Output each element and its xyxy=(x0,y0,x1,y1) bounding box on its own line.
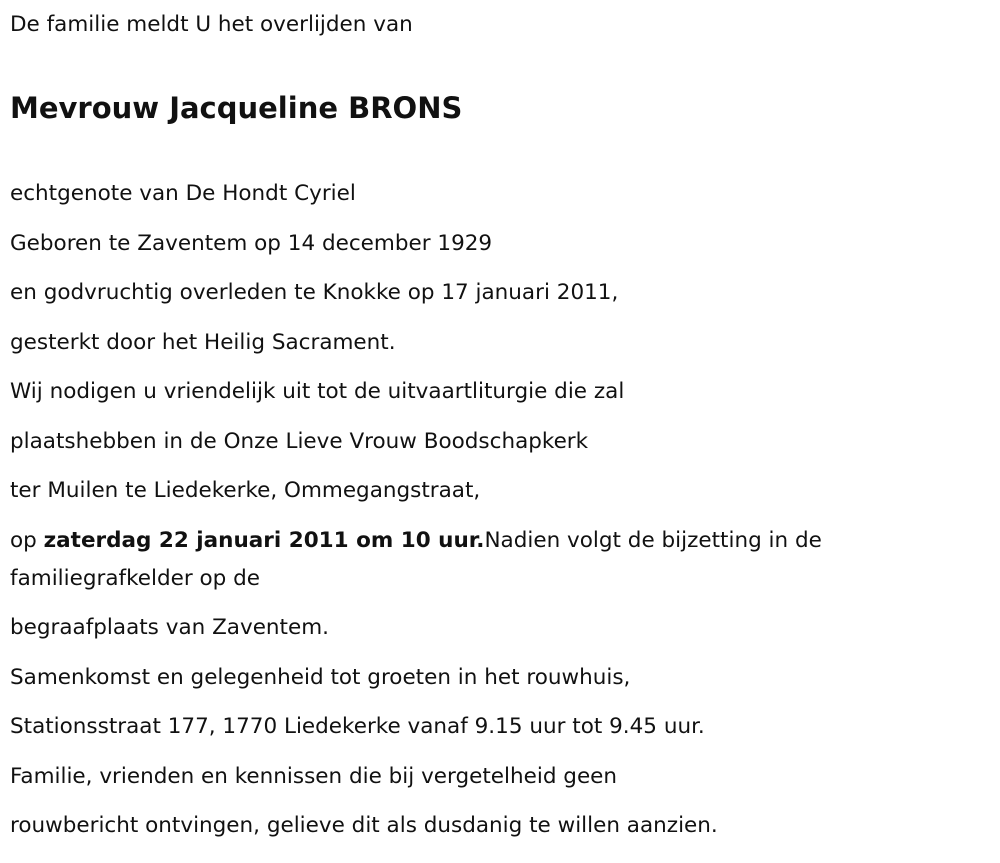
cemetery-line: begraafplaats van Zaventem. xyxy=(10,615,329,640)
note-line-2: rouwbericht ontvingen, gelieve dit als dusdanig te willen aanzien. xyxy=(10,813,718,838)
ceremony-prefix: op xyxy=(10,527,44,553)
ceremony-rest-2: familiegrafkelder op de xyxy=(10,565,261,591)
invitation-line: Wij nodigen u vriendelijk uit tot de uitvaartliturgie die zal xyxy=(10,379,625,404)
gathering-line: Samenkomst en gelegenheid tot groeten in het rouwhuis, xyxy=(10,664,631,690)
ceremony-line xyxy=(10,522,990,598)
deceased-name: Mevrouw Jacqueline BRONS xyxy=(10,91,463,125)
intro-text: De familie meldt U het overlijden van xyxy=(10,12,413,37)
ceremony-date: zaterdag 22 januari 2011 om 10 uur. xyxy=(43,527,485,553)
death-line: en godvruchtig overleden te Knokke op 17 januari 2011, xyxy=(10,280,619,305)
spouse-line: echtgenote van De Hondt Cyriel xyxy=(10,181,356,206)
note-line-1: Familie, vrienden en kennissen die bij vergetelheid geen xyxy=(10,763,618,789)
location-line: ter Muilen te Liedekerke, Ommegangstraat, xyxy=(10,478,481,503)
church-line: plaatshebben in de Onze Lieve Vrouw Boodschapkerk xyxy=(10,428,589,454)
address-line: Stationsstraat 177, 1770 Liedekerke vanaf 9.15 uur tot 9.45 uur. xyxy=(10,714,705,739)
notice-body xyxy=(10,175,990,857)
sacrament-line: gesterkt door het Heilig Sacrament. xyxy=(10,329,396,355)
ceremony-rest: Nadien volgt de bijzetting in de xyxy=(484,527,822,553)
birth-line: Geboren te Zaventem op 14 december 1929 xyxy=(10,230,493,256)
